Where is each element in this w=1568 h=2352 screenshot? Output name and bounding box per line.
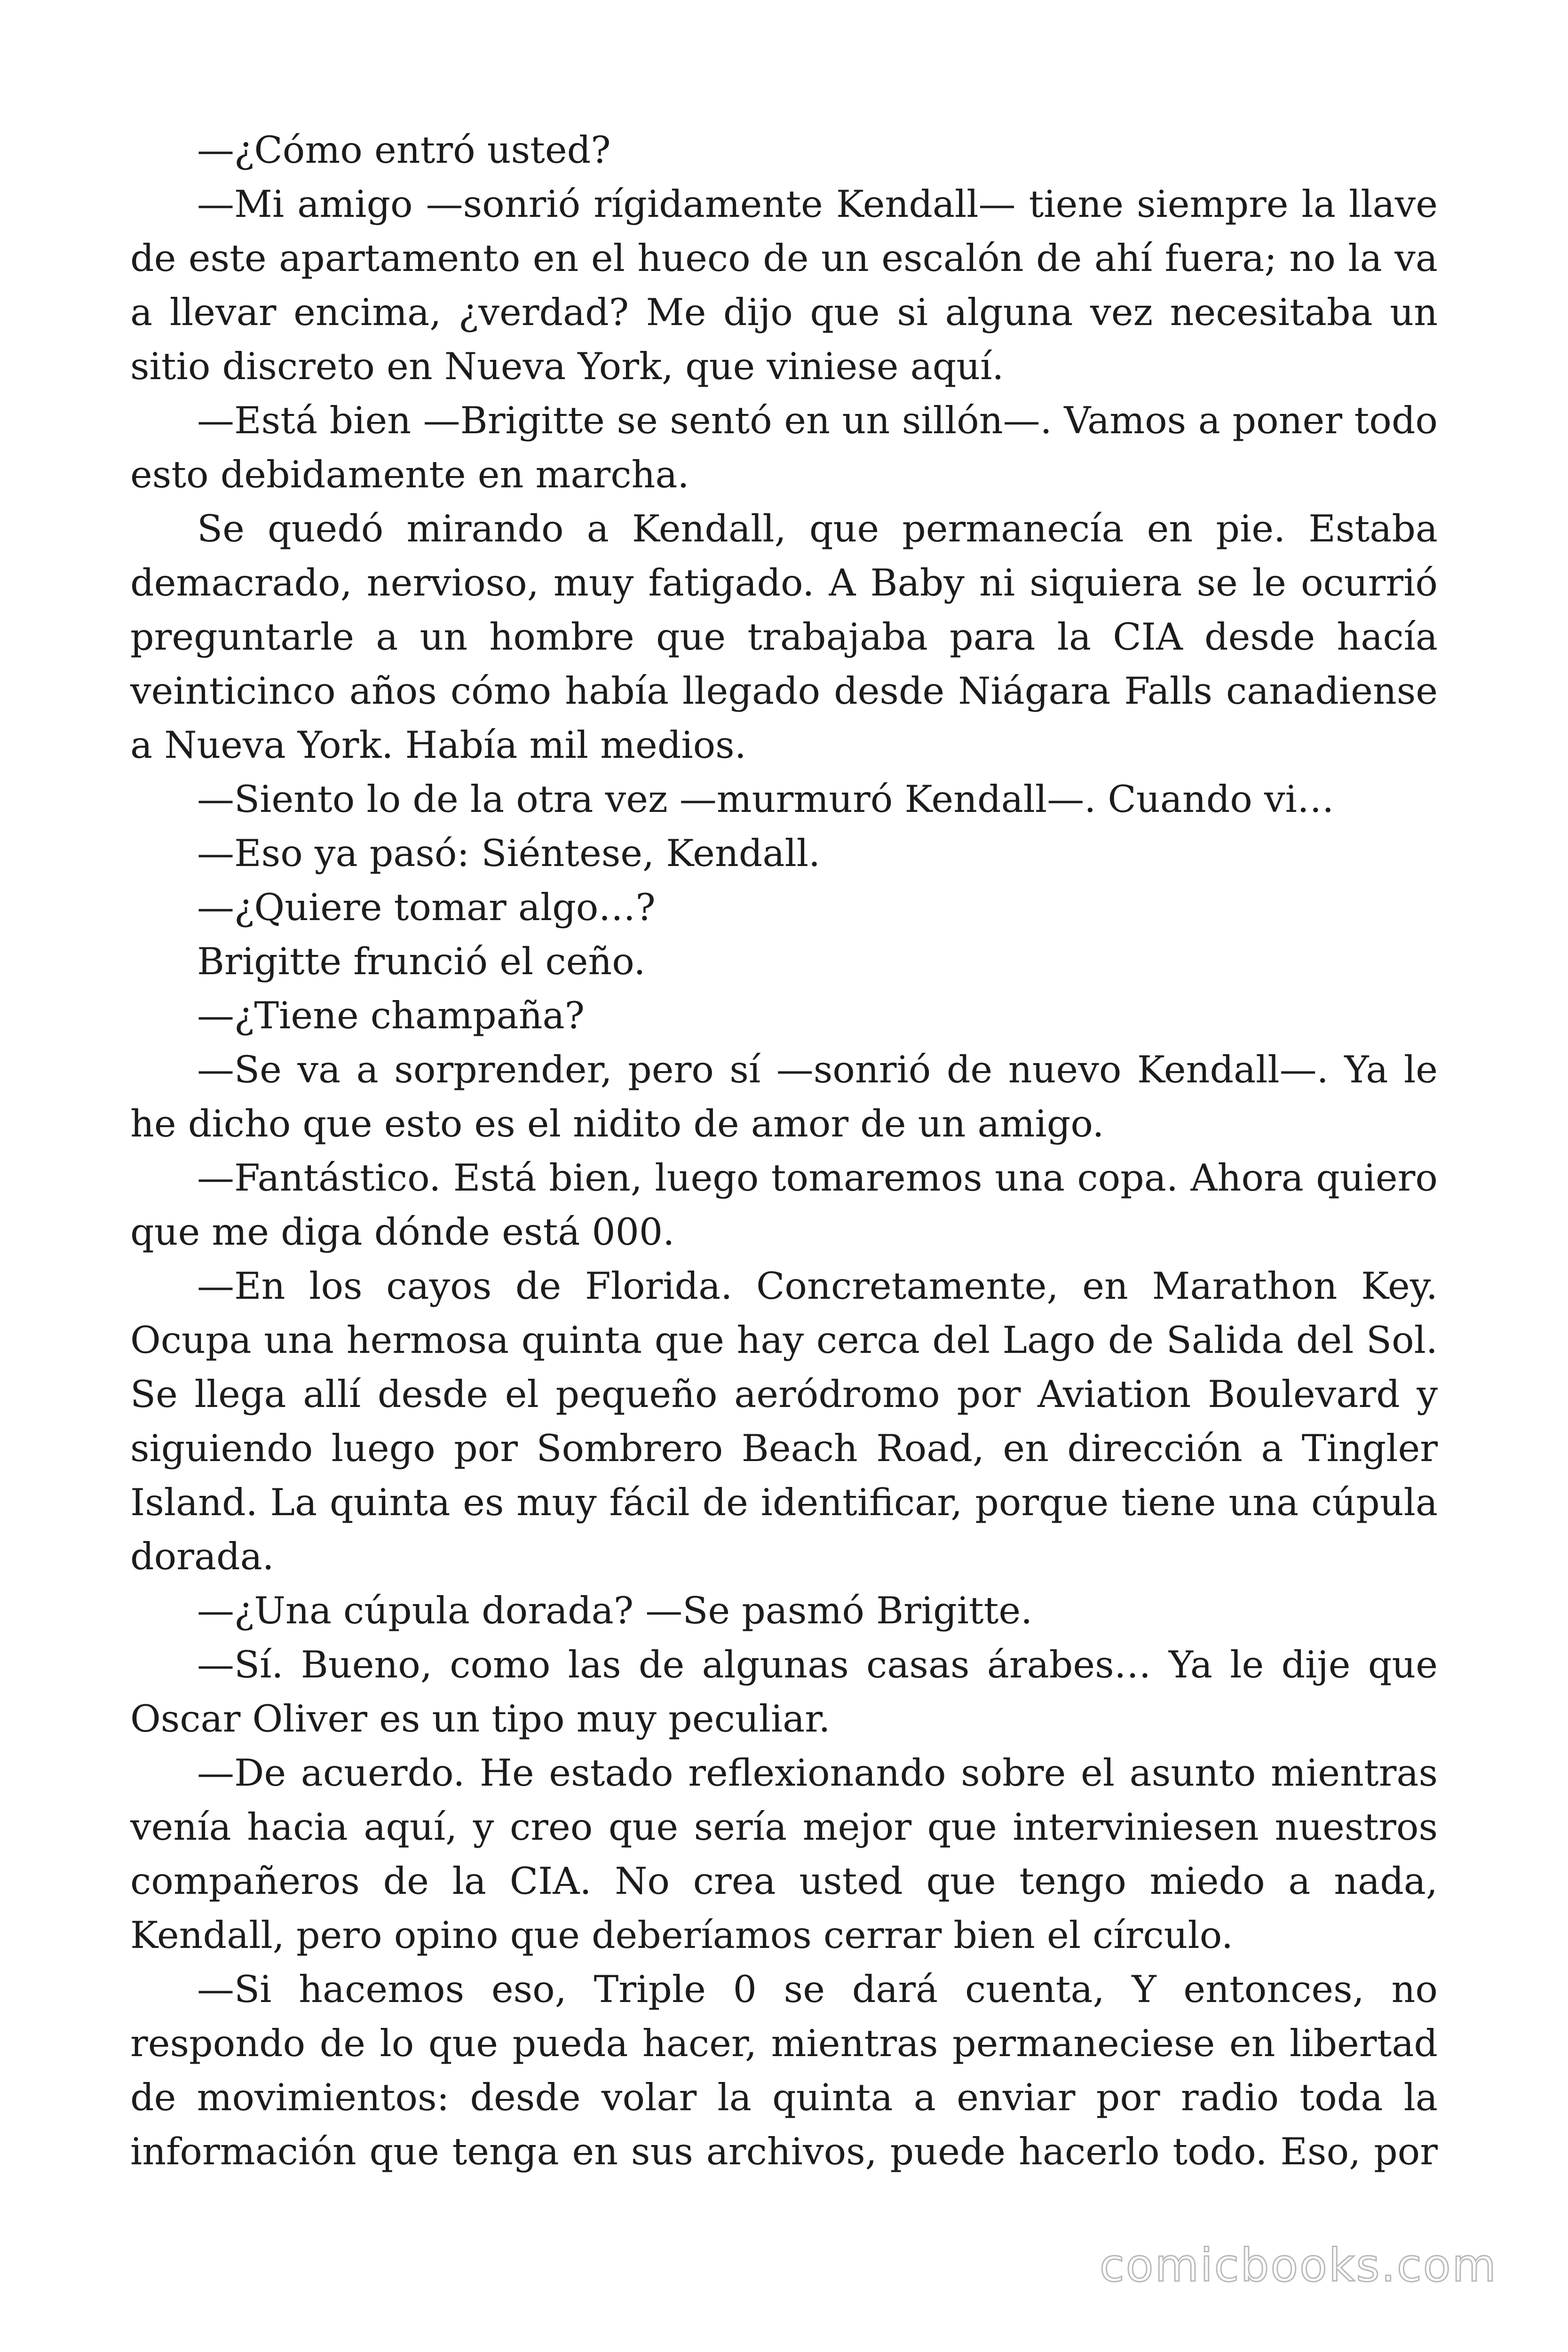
watermark: comicbooks.com: [1099, 2239, 1497, 2292]
paragraph: —Siento lo de la otra vez —murmuró Kendall—. Cuando vi…: [197, 778, 1334, 821]
paragraph: —Fantástico. Está bien, luego tomaremos una copa. Ahora quiero que me diga dónde está 000.: [130, 1156, 1438, 1254]
paragraph: —Eso ya pasó: Siéntese, Kendall.: [197, 832, 821, 875]
paragraph: —De acuerdo. He estado reflexionando sobre el asunto mientras venía hacia aquí, y creo que sería mejor que interviniesen nuestros compañeros de la CIA. No crea usted que tengo miedo a nada, Kendall, pero opino que deberíamos cerrar bien el círculo.: [130, 1751, 1438, 1957]
paragraph: Se quedó mirando a Kendall, que permanecía en pie. Estaba demacrado, nervioso, muy fatigado. A Baby ni siquiera se le ocurrió preguntarle a un hombre que trabajaba para la CIA desde hacía veinticinco años cómo había llegado desde Niágara Falls canadiense a Nueva York. Había mil medios.: [130, 507, 1438, 767]
paragraph: —En los cayos de Florida. Concretamente, en Marathon Key. Ocupa una hermosa quinta que hay cerca del Lago de Salida del Sol. Se llega allí desde el pequeño aeródromo por Aviation Boulevard y siguiendo luego por Sombrero Beach Road, en dirección a Tingler Island. La quinta es muy fácil de identificar, porque tiene una cúpula dorada.: [130, 1264, 1438, 1578]
paragraph: —¿Quiere tomar algo…?: [197, 886, 656, 929]
paragraph: —Si hacemos eso, Triple 0 se dará cuenta, Y entonces, no respondo de lo que pueda hacer, mientras permaneciese en libertad de movimientos: desde volar la quinta a enviar por radio toda la información que tenga en sus archivos, puede hacerlo todo. Eso, por: [130, 1968, 1438, 2173]
paragraph: —Sí. Bueno, como las de algunas casas árabes… Ya le dije que Oscar Oliver es un tipo muy peculiar.: [130, 1643, 1438, 1740]
paragraph: —Mi amigo —sonrió rígidamente Kendall— tiene siempre la llave de este apartamento en el hueco de un escalón de ahí fuera; no la va a llevar encima, ¿verdad? Me dijo que si alguna vez necesitaba un sitio discreto en Nueva York, que viniese aquí.: [130, 183, 1438, 388]
paragraph: —¿Cómo entró usted?: [197, 128, 611, 172]
book-page-text: [130, 123, 1438, 2179]
paragraph: —Se va a sorprender, pero sí —sonrió de nuevo Kendall—. Ya le he dicho que esto es el nidito de amor de un amigo.: [130, 1048, 1438, 1145]
paragraph: —Está bien —Brigitte se sentó en un sillón—. Vamos a poner todo esto debidamente en marcha.: [130, 399, 1438, 496]
paragraph: —¿Tiene champaña?: [197, 994, 585, 1037]
paragraph: —¿Una cúpula dorada? —Se pasmó Brigitte.: [197, 1589, 1033, 1632]
paragraph: Brigitte frunció el ceño.: [197, 940, 646, 983]
